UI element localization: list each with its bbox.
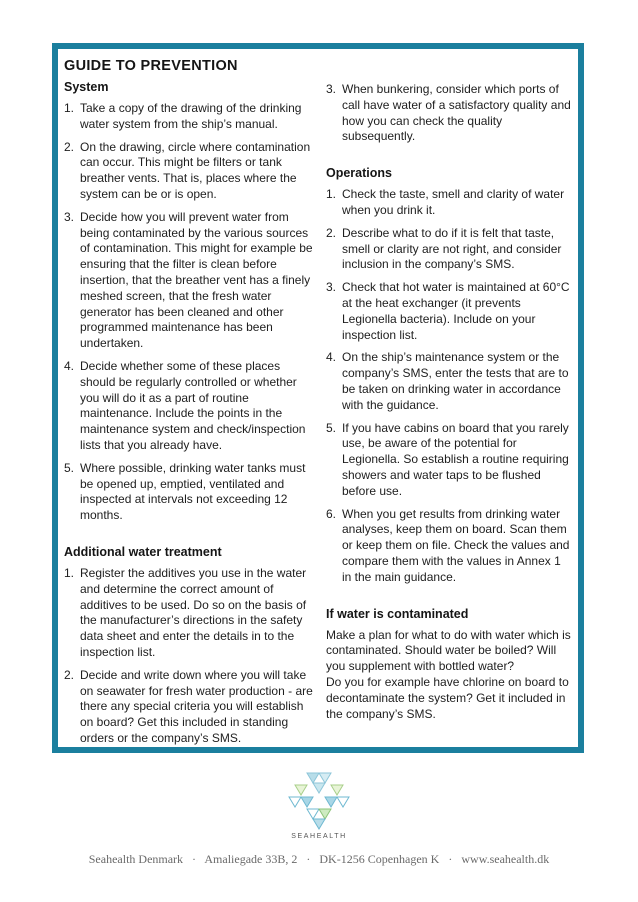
seahealth-triangles-logo-icon bbox=[286, 772, 352, 834]
footer-company: Seahealth Denmark bbox=[88, 852, 184, 866]
footer-postal: DK-1256 Copenhagen K bbox=[319, 852, 440, 866]
logo-triangle bbox=[307, 773, 319, 783]
operations-heading: Operations bbox=[326, 166, 392, 181]
footer-website-link[interactable]: www.seahealth.dk bbox=[461, 852, 550, 866]
item-text: Register the additives you use in the water and determine the correct amount of additives to be used. Do so on the basis of the manufacturer’s directions in the safety data sheet and enter the details in to the inspection list. bbox=[80, 565, 307, 659]
list-item bbox=[64, 359, 314, 454]
logo-triangle bbox=[295, 785, 307, 795]
list-item bbox=[64, 668, 314, 747]
footer-address: Amaliegade 33B, 2 bbox=[204, 852, 298, 866]
item-number: 3. bbox=[64, 209, 75, 224]
item-number: 6. bbox=[326, 506, 337, 521]
item-text: If you have cabins on board that you rarely use, be aware of the potential for Legionella. So establish a routine requiring showers and water taps to be flushed before use. bbox=[342, 420, 569, 498]
logo-triangle bbox=[313, 819, 325, 829]
logo-triangle bbox=[313, 783, 325, 793]
list-item bbox=[326, 280, 572, 343]
contaminated-heading: If water is contaminated bbox=[326, 606, 469, 621]
logo-triangle bbox=[337, 797, 349, 807]
logo-triangle bbox=[319, 809, 331, 819]
item-number: 2. bbox=[326, 225, 337, 240]
item-text: Take a copy of the drawing of the drinking water system from the ship’s manual. bbox=[80, 101, 302, 131]
left-column bbox=[64, 58, 314, 754]
item-number: 5. bbox=[64, 460, 75, 475]
logo-triangle bbox=[289, 797, 301, 807]
operations-list bbox=[326, 187, 572, 585]
item-number: 1. bbox=[64, 101, 75, 115]
item-number: 2. bbox=[64, 667, 75, 682]
logo-triangle bbox=[319, 773, 331, 783]
item-number: 1. bbox=[326, 187, 337, 202]
item-text: Check the taste, smell and clarity of water when you drink it. bbox=[342, 187, 565, 217]
item-number: 3. bbox=[326, 82, 337, 96]
list-item bbox=[64, 461, 314, 524]
system-heading: System bbox=[64, 80, 109, 94]
logo-triangle bbox=[331, 785, 343, 795]
contaminated-paragraph-1: Make a plan for what to do with water which is contaminated. Should water be boiled? Will you supplement with bottled water? bbox=[326, 627, 571, 674]
guide-title: GUIDE TO PREVENTION bbox=[64, 58, 238, 74]
list-item bbox=[326, 421, 572, 500]
item-text: Describe what to do if it is felt that taste, smell or clarity are not right, and consider inclusion in the company’s SMS. bbox=[342, 225, 562, 272]
list-item bbox=[326, 187, 572, 219]
item-text: Decide and write down where you will take on seawater for fresh water production - are there any special criteria you will establish on board? Get this included in standing orders or the company’s SMS. bbox=[80, 667, 313, 745]
logo-triangle bbox=[325, 797, 337, 807]
additional-list-continued bbox=[326, 82, 572, 145]
right-column bbox=[326, 82, 572, 722]
list-item bbox=[326, 82, 572, 145]
item-text: Where possible, drinking water tanks must be opened up, emptied, ventilated and inspected at intervals not exceeding 12 months. bbox=[80, 460, 306, 523]
item-text: When bunkering, consider which ports of call have water of a satisfactory quality and how you can check the quality subsequently. bbox=[342, 82, 571, 144]
item-number: 3. bbox=[326, 280, 337, 295]
logo-triangle bbox=[301, 797, 313, 807]
item-number: 4. bbox=[326, 350, 337, 365]
item-text: When you get results from drinking water analyses, keep them on board. Scan them or keep them on file. Check the values and compare them with the values in Annex 1 in the main guidance. bbox=[342, 506, 570, 584]
list-item bbox=[64, 101, 314, 133]
additional-heading: Additional water treatment bbox=[64, 544, 222, 559]
item-text: Check that hot water is maintained at 60°C at the heat exchanger (it prevents Legionella bacteria). Include on your inspection list. bbox=[342, 280, 570, 342]
item-text: On the ship’s maintenance system or the company’s SMS, enter the tests that are to be taken on drinking water in accordance with the guidance. bbox=[342, 350, 569, 412]
system-list bbox=[64, 101, 314, 524]
footer bbox=[0, 852, 638, 867]
footer-separator: · bbox=[192, 852, 197, 866]
footer-separator: · bbox=[306, 852, 311, 866]
item-number: 5. bbox=[326, 420, 337, 435]
list-item bbox=[64, 210, 314, 352]
contaminated-paragraph-2: Do you for example have chlorine on board to decontaminate the system? Get it included in the company’s SMS. bbox=[326, 674, 569, 721]
additional-list bbox=[64, 566, 314, 747]
list-item bbox=[326, 226, 572, 273]
item-text: Decide how you will prevent water from being contaminated by the various sources of contamination. This might for example be ensuring that the filter is clean before insertion, that the breather vent has a finely meshed screen, that the fresh water generator has been cleaned and other programmed maintenance has been undertaken. bbox=[80, 209, 313, 351]
logo-triangle bbox=[307, 809, 319, 819]
item-number: 4. bbox=[64, 358, 75, 373]
item-text: On the drawing, circle where contamination can occur. This might be filters or tank breather vents. That is, places where the system can be or is open. bbox=[80, 139, 311, 201]
brand-name: SEAHEALTH bbox=[291, 833, 347, 840]
list-item bbox=[64, 140, 314, 203]
item-text: Decide whether some of these places should be regularly controlled or whether you will do it as a part of routine maintenance. Include the points in the maintenance system and check/inspection lists that you already have. bbox=[80, 358, 306, 452]
footer-separator: · bbox=[448, 852, 453, 866]
list-item bbox=[326, 350, 572, 413]
item-number: 2. bbox=[64, 139, 75, 154]
list-item bbox=[64, 566, 314, 661]
list-item bbox=[326, 507, 572, 586]
item-number: 1. bbox=[64, 565, 75, 580]
